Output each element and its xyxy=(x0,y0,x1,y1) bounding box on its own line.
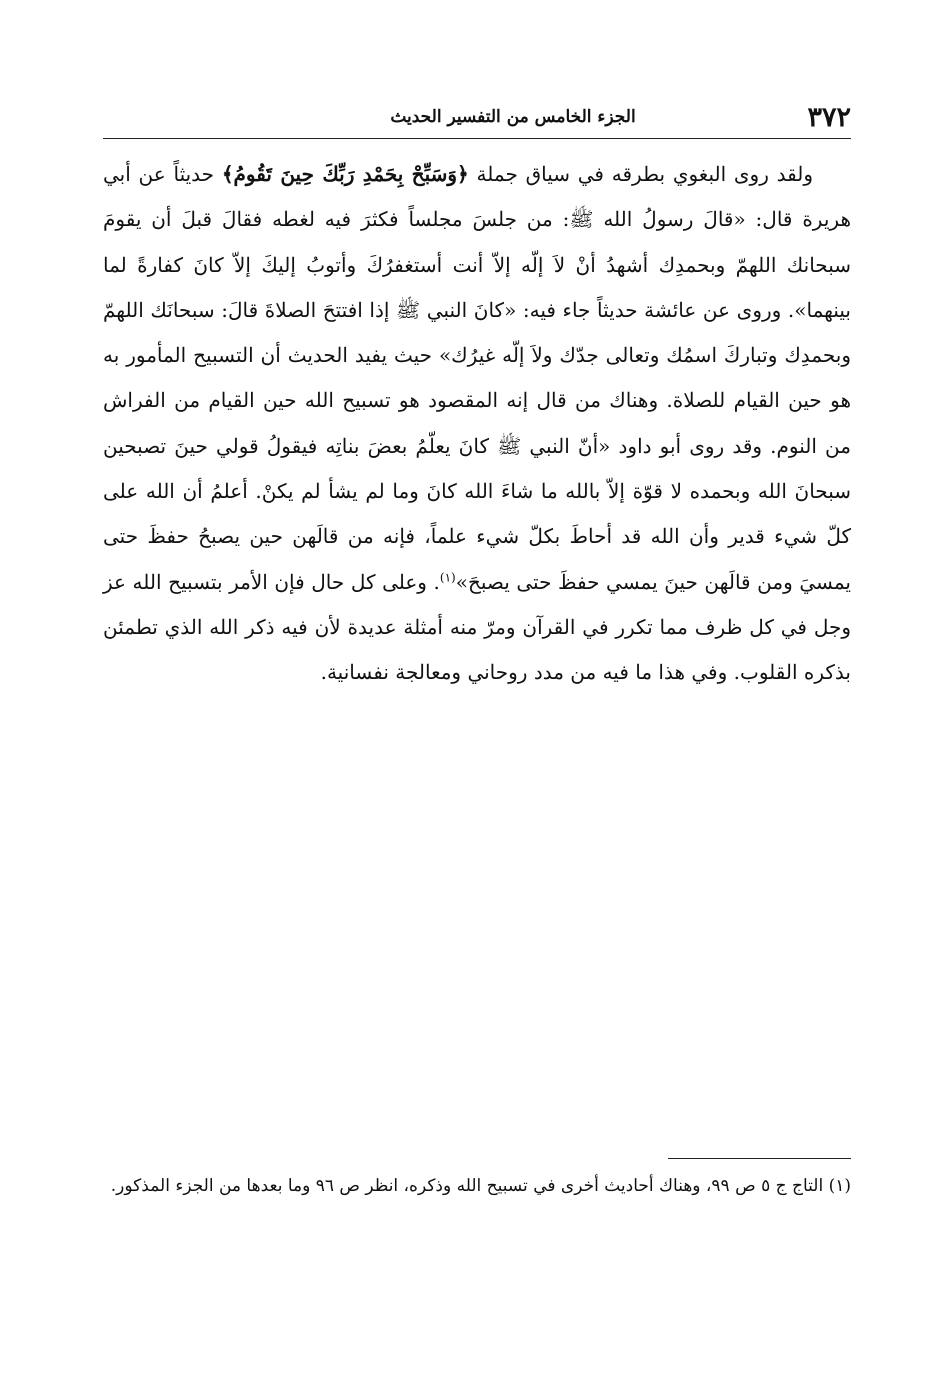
footnote-reference[interactable]: (١) xyxy=(439,570,456,585)
paragraph-body: حديثاً عن أبي هريرة قال: «قالَ رسولُ الله ﷺ: من جلسَ مجلساً فكثرَ فيه لغطه فقالَ قبلَ أن يقومَ سبحانك اللهمّ وبحمدِك أشهدُ أنْ لاَ إلّه إلاّ أنت أستغفرُكَ وأتوبُ إليكَ إلاّ كانَ كفارةً لما بينهما». وروى عن عائشة حديثاً جاء فيه: «كانَ النبي ﷺ إذا افتتحَ الصلاةَ قالَ: سبحانَك اللهمّ وبحمدِك وتباركَ اسمُك وتعالى جدّك ولاَ إلّه غيرُك» حيث يفيد الحديث أن التسبيح المأمور به هو حين القيام للصلاة. وهناك من قال إنه المقصود هو تسبيح الله حين القيام من الفراش من النوم. وقد روى أبو داود «أنّ النبي ﷺ كانَ يعلّمُ بعضَ بناتِه فيقولُ قولي حينَ تصبحين سبحانَ الله وبحمده لا قوّة إلاّ بالله ما شاءَ الله كانَ وما لم يشأ لم يكنْ. أعلمُ أن الله على كلّ شيء قدير وأن الله قد أحاطَ بكلّ شيء علماً، فإنه من قالَهن حين يصبحُ حفظَ حتى يمسيَ ومن قالَهن حينَ يمسي حفظَ حتى يصبحَ» xyxy=(103,162,851,594)
footnote-divider xyxy=(668,1158,851,1159)
running-title: الجزء الخامس من التفسير الحديث xyxy=(390,107,636,127)
body-paragraph xyxy=(103,152,851,696)
footnote-item: (١) التاج ج ٥ ص ٩٩، وهناك أحاديث أخرى في تسبيح الله وذكره، انظر ص ٩٦ وما بعدها من الجزء المذكور. xyxy=(110,1176,851,1196)
quran-verse: ﴿وَسَبِّحْ بِحَمْدِ رَبِّكَ حِينَ تَقُومُ﴾ xyxy=(221,162,469,186)
footnotes-section xyxy=(103,1170,851,1203)
main-text xyxy=(103,152,851,696)
page-header xyxy=(103,100,851,140)
paragraph-intro: ولقد روى البغوي بطرقه في سياق جملة xyxy=(476,162,814,186)
paragraph-conclusion: . وعلى كل حال فإن الأمر بتسبيح الله عز وجل في كل ظرف مما تكرر في القرآن ومرّ منه أمثلة عديدة لأن فيه ذكر الله الذي تطمئن بذكره القلوب. وفي هذا ما فيه من مدد روحاني ومعالجة نفسانية. xyxy=(103,569,851,685)
header-divider xyxy=(103,138,851,139)
page-number: ٣٧٢ xyxy=(807,102,851,133)
